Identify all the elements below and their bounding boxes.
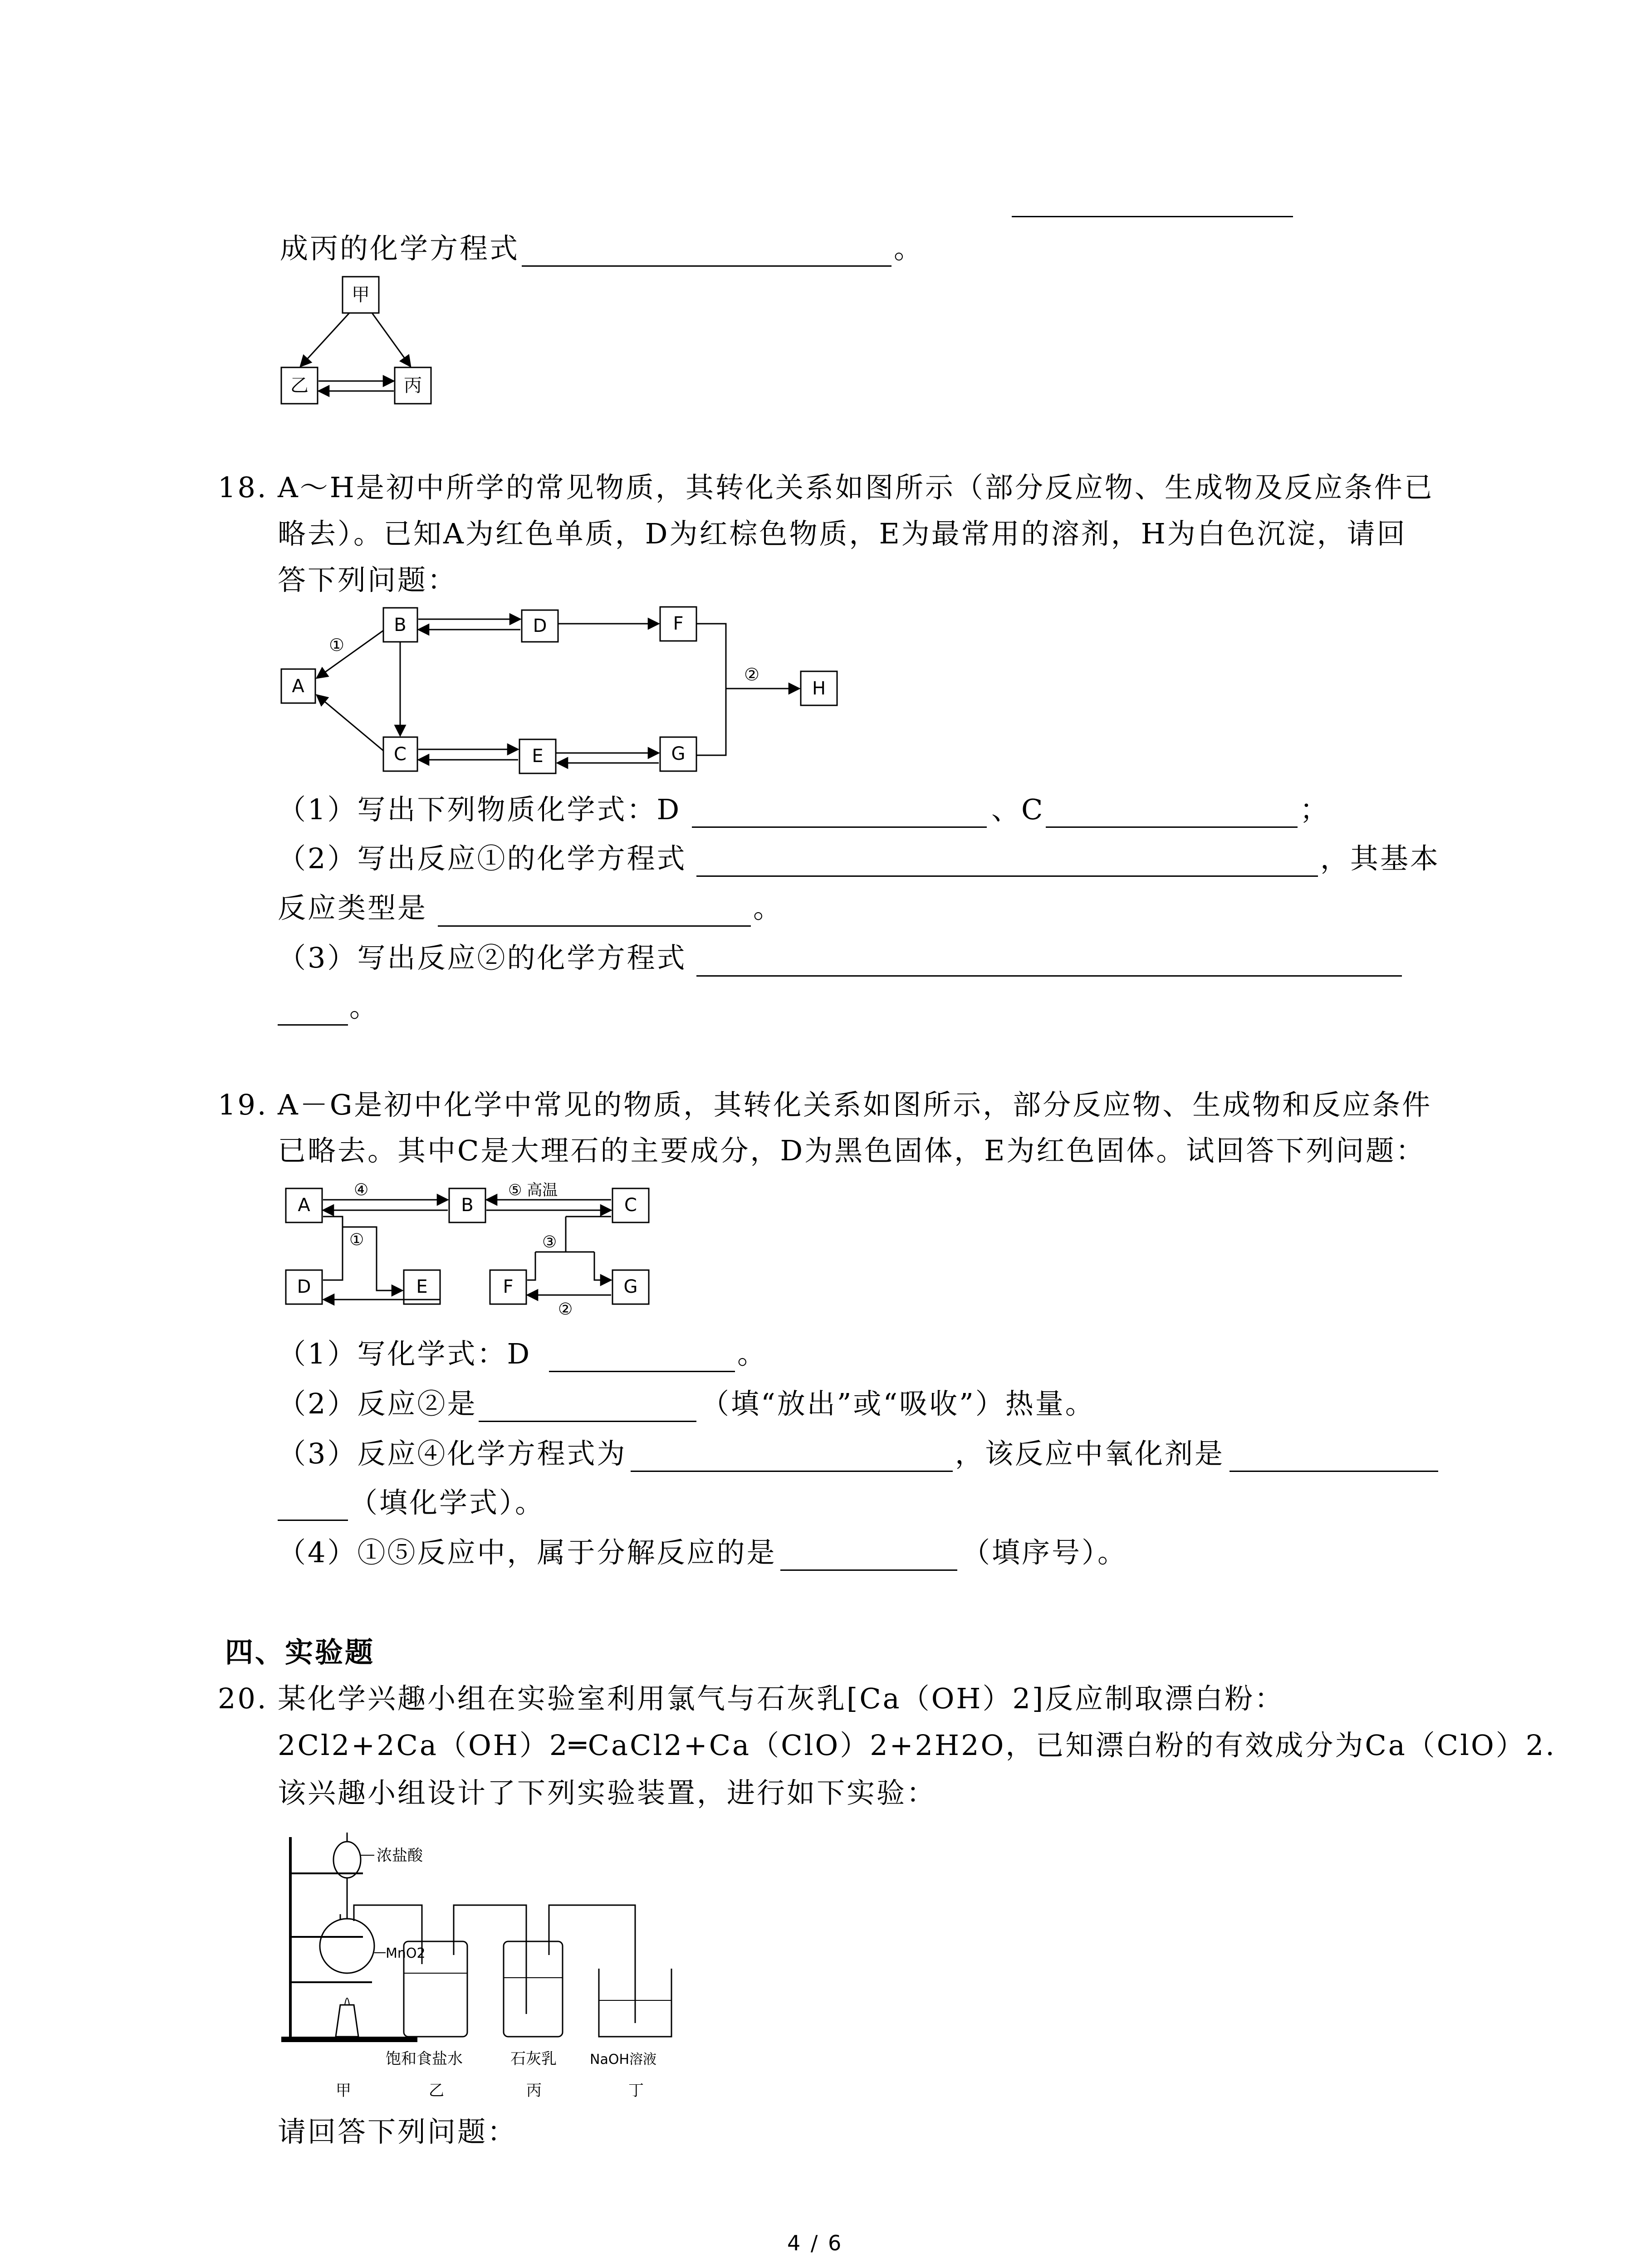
q19-part1-b: 。 xyxy=(737,1337,768,1370)
apparatus-name: 丙 xyxy=(526,2082,542,2100)
apparatus-name: 乙 xyxy=(429,2082,444,2100)
delivery-tube xyxy=(454,1905,526,2014)
arrow xyxy=(317,631,383,678)
arrow xyxy=(372,313,411,367)
node-label: B xyxy=(394,615,407,635)
answer-blank[interactable] xyxy=(631,1471,953,1472)
node-label: F xyxy=(503,1276,514,1297)
apparatus-name: 丁 xyxy=(628,2082,644,2100)
node-label: E xyxy=(532,746,544,767)
node-label: 乙 xyxy=(290,375,309,396)
q20-stem: 2Cl2+2Ca（OH）2═CaCl2+Ca（ClO）2+2H2O，已知漂白粉的有效成分为Ca（ClO）2. xyxy=(278,1729,1557,1762)
q19-number: 19. xyxy=(218,1088,268,1121)
q18-part3-b: 。 xyxy=(349,990,380,1023)
q19-part1: （1）写化学式：D xyxy=(278,1337,532,1370)
apparatus-name: 甲 xyxy=(336,2082,351,2100)
q17-text: 成丙的化学方程式 xyxy=(280,232,520,265)
q19-part2-b: （填“放出”或“吸收”）热量。 xyxy=(701,1387,1095,1420)
reaction-label: ③ xyxy=(542,1233,557,1251)
node-label: A xyxy=(292,676,304,697)
node-label: F xyxy=(673,613,684,634)
reaction-label: ② xyxy=(744,665,760,684)
gas-bottle xyxy=(504,1941,563,2037)
node-label: G xyxy=(623,1276,638,1297)
q19-diagram xyxy=(281,1179,662,1315)
node-label: H xyxy=(812,678,826,699)
q20-number: 20. xyxy=(218,1682,268,1715)
section-title: 四、实验题 xyxy=(225,1636,375,1669)
q19-stem: 已略去。其中C是大理石的主要成分，D为黑色固体，E为红色固体。试回答下列问题： xyxy=(278,1134,1426,1167)
stand-base xyxy=(281,2037,417,2042)
reaction-label: ② xyxy=(558,1300,573,1315)
q18-part1-b: 、C xyxy=(991,793,1045,826)
answer-blank[interactable] xyxy=(1046,826,1298,828)
node-label: D xyxy=(533,616,547,636)
answer-blank[interactable] xyxy=(1230,1471,1438,1472)
answer-blank[interactable] xyxy=(479,1421,696,1422)
q18-part2-b: ，其基本 xyxy=(1320,842,1440,875)
node-label: A xyxy=(298,1195,310,1216)
reagent-label: MnO2 xyxy=(386,1945,426,1961)
answer-blank[interactable] xyxy=(780,1569,957,1571)
q18-part2: （2）写出反应①的化学方程式 xyxy=(278,842,687,875)
answer-blank[interactable] xyxy=(278,1520,348,1521)
reaction-label: ⑤ 高温 xyxy=(508,1181,558,1199)
node-label: G xyxy=(671,743,686,764)
reaction-label: ① xyxy=(349,1231,364,1249)
node-label: 丙 xyxy=(404,375,422,396)
arrow xyxy=(594,1252,611,1280)
q18-stem: 略去）。已知A为红色单质，D为红棕色物质，E为最常用的溶剂，H为白色沉淀，请回 xyxy=(278,517,1407,550)
flask xyxy=(320,1919,374,1973)
q17-diagram xyxy=(272,272,454,413)
q19-part3-c: （填化学式）。 xyxy=(349,1486,545,1519)
apparatus-diagram xyxy=(272,1823,762,2123)
arrow xyxy=(317,695,383,751)
alcohol-lamp xyxy=(336,2005,358,2037)
reaction-label: ④ xyxy=(354,1181,369,1199)
answer-blank[interactable] xyxy=(438,925,751,927)
q19-stem: A－G是初中化学中常见的物质，其转化关系如图所示，部分反应物、生成物和反应条件 xyxy=(278,1088,1432,1121)
node-label: C xyxy=(394,744,407,765)
q20-stem: 该兴趣小组设计了下列实验装置，进行如下实验： xyxy=(278,1776,937,1809)
answer-blank[interactable] xyxy=(522,265,892,267)
q19-part3-b: ，该反应中氧化剂是 xyxy=(955,1437,1225,1470)
q18-part1-c: ； xyxy=(1300,793,1330,826)
reaction-label: ① xyxy=(329,635,345,655)
q19-part4-b: （填序号）。 xyxy=(962,1536,1128,1569)
answer-blank[interactable] xyxy=(549,1371,735,1372)
q18-part3: （3）写出反应②的化学方程式 xyxy=(278,941,687,974)
q18-stem: A～H是初中所学的常见物质，其转化关系如图所示（部分反应物、生成物及反应条件已 xyxy=(278,471,1434,504)
q17-end: 。 xyxy=(894,232,924,265)
q18-part1: （1）写出下列物质化学式：D xyxy=(278,793,681,826)
q18-diagram xyxy=(272,599,844,789)
q19-part3: （3）反应④化学方程式为 xyxy=(278,1437,627,1470)
answer-blank[interactable] xyxy=(696,975,1402,977)
q20-ask: 请回答下列问题： xyxy=(278,2115,518,2148)
arrow xyxy=(300,313,349,367)
reagent-label: 浓盐酸 xyxy=(377,1847,423,1865)
page-number: 4 / 6 xyxy=(787,2231,843,2255)
answer-blank[interactable] xyxy=(278,1024,348,1026)
q18-number: 18. xyxy=(218,471,268,504)
node-label: E xyxy=(416,1276,428,1297)
q19-part4: （4）①⑤反应中，属于分解反应的是 xyxy=(278,1536,777,1569)
connector xyxy=(323,1217,343,1280)
bottle-label: 石灰乳 xyxy=(510,2050,557,2068)
connector xyxy=(527,1252,535,1280)
answer-blank[interactable] xyxy=(692,826,987,828)
node-label: 甲 xyxy=(352,284,370,305)
connector xyxy=(696,624,726,755)
beaker-label: NaOH溶液 xyxy=(590,2052,656,2068)
q18-stem: 答下列问题： xyxy=(278,563,458,596)
q18-part2-d: 。 xyxy=(753,891,784,924)
answer-blank[interactable] xyxy=(1012,216,1293,217)
q19-part2: （2）反应②是 xyxy=(278,1387,477,1420)
node-label: C xyxy=(624,1195,637,1216)
q18-part2-c: 反应类型是 xyxy=(278,891,428,924)
node-label: B xyxy=(461,1195,474,1216)
bottle-label: 饱和食盐水 xyxy=(386,2050,463,2068)
q20-stem: 某化学兴趣小组在实验室利用氯气与石灰乳[Ca（OH）2]反应制取漂白粉： xyxy=(278,1682,1285,1715)
node-label: D xyxy=(297,1276,311,1297)
answer-blank[interactable] xyxy=(696,875,1318,877)
